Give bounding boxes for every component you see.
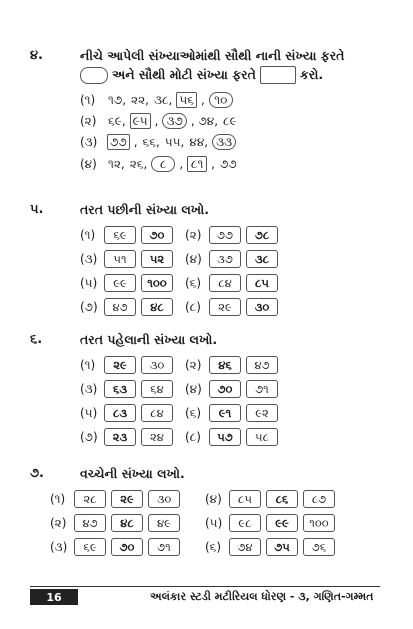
q7-cell-b: ૭૧ [148, 538, 180, 556]
q5-cell-b: ૭૦ [141, 226, 173, 244]
circle-shape-example [80, 67, 108, 84]
q5-item-label: (૩) [80, 251, 98, 266]
q5-cell-a: ૪૭ [104, 298, 136, 316]
q6-item-label: (૨) [185, 357, 202, 372]
number-text: ૮૯ [223, 113, 237, 128]
q6-cell-b: ૨૪ [141, 428, 173, 446]
q7-item-label: (૫) [205, 515, 223, 530]
q7-cell-a: ૬૯ [74, 538, 106, 556]
q6-item-label: (૮) [185, 429, 201, 444]
q7-cell-a: ૪૭ [74, 514, 106, 532]
q5-cell-b: ૫૨ [141, 250, 173, 268]
number-text: ૨૨, [131, 92, 149, 107]
q7-cell-b: ૧૦૦ [303, 514, 335, 532]
q7-cell-middle: ૨૯ [111, 490, 143, 508]
q5-item-label: (૧) [80, 227, 96, 242]
number-text: ૧૨, [108, 156, 125, 171]
q7-item [50, 490, 185, 508]
q7-cell-b: ૩૦ [148, 490, 180, 508]
q6-item [185, 404, 283, 422]
q5-item-label: (૫) [80, 275, 98, 290]
q7-item-label: (૬) [205, 539, 222, 554]
q6-cell-a: ૫૭ [209, 428, 241, 446]
q5-cell-b: ૩૮ [246, 250, 278, 268]
q7-cell-a: ૭૪ [229, 538, 261, 556]
q7-cell-middle: ૯૯ [266, 514, 298, 532]
q6-item [80, 404, 178, 422]
smallest-number-circle: ૮ [151, 156, 175, 172]
q6-item-label: (૬) [185, 405, 202, 420]
q6-cell-b: ૯૨ [246, 404, 278, 422]
q4-row [80, 113, 238, 129]
largest-number-square: ૮૧ [187, 156, 207, 172]
largest-number-square: ૯૫ [130, 113, 151, 129]
q6-item [80, 380, 178, 398]
q5-cell-a: ૬૯ [104, 226, 136, 244]
q6-cell-b: ૮૪ [141, 404, 173, 422]
q7-number: ૭. [30, 466, 44, 481]
q4-line2-end: કરો. [299, 67, 324, 82]
q5-item-label: (૨) [185, 227, 202, 242]
q7-cell-middle: ૭૫ [266, 538, 298, 556]
q6-title: તરત પહેલાની સંખ્યા લખો. [80, 332, 218, 347]
q5-item [80, 298, 178, 316]
q6-cell-a: ૯૧ [209, 404, 241, 422]
q5-cell-a: ૫૧ [104, 250, 136, 268]
q4-row-label: (૨) [80, 113, 97, 128]
q7-item [205, 490, 340, 508]
q6-cell-b: ૪૭ [246, 356, 278, 374]
q5-item [185, 274, 283, 292]
q6-cell-a: ૨૩ [104, 428, 136, 446]
q7-title: વચ્ચેની સંખ્યા લખો. [80, 466, 185, 481]
square-shape-example [260, 66, 296, 84]
q4-row-label: (૩) [80, 134, 98, 149]
q6-item [80, 356, 178, 374]
q6-cell-a: ૬૩ [104, 380, 136, 398]
q6-cell-a: ૮૩ [104, 404, 136, 422]
largest-number-square: ૫૬ [176, 92, 197, 108]
q7-item [205, 538, 340, 556]
q7-item [50, 514, 185, 532]
q5-item-label: (૪) [185, 251, 202, 266]
q7-cell-b: ૪૯ [148, 514, 180, 532]
q6-item-label: (૧) [80, 357, 96, 372]
smallest-number-circle: ૩૭ [162, 113, 186, 129]
q5-item [185, 250, 283, 268]
q6-item [80, 428, 178, 446]
q4-instruction-line2 [80, 66, 323, 84]
q4-row [80, 134, 236, 150]
q5-cell-a: ૭૭ [209, 226, 241, 244]
q5-cell-a: ૨૯ [209, 298, 241, 316]
q5-item [80, 250, 178, 268]
q7-cell-a: ૨૮ [74, 490, 106, 508]
q6-cell-b: ૬૪ [141, 380, 173, 398]
q5-item-label: (૭) [80, 299, 98, 314]
q7-item-label: (૨) [50, 515, 67, 530]
q7-item-label: (૧) [50, 491, 66, 506]
number-text: , [211, 157, 215, 171]
q7-cell-middle: ૭૦ [111, 538, 143, 556]
q7-cell-a: ૯૮ [229, 514, 261, 532]
q4-row-label: (૧) [80, 92, 96, 107]
number-text: ૧૭, [108, 92, 127, 107]
q5-cell-b: ૧૦૦ [141, 274, 173, 292]
q6-number: ૬. [30, 332, 43, 347]
number-text: , [133, 135, 138, 149]
q4-row [80, 92, 233, 108]
q4-instruction-line1: નીચે આપેલી સંખ્યાઓમાંથી સૌથી નાની સંખ્યા ફરતે [80, 48, 345, 63]
largest-number-square: ૭૭ [107, 134, 130, 150]
q6-item [185, 428, 283, 446]
q7-item-label: (૪) [205, 491, 222, 506]
number-text: , ૭૪, [190, 113, 219, 128]
number-text: , [179, 157, 184, 171]
q7-cell-middle: ૮૬ [266, 490, 298, 508]
number-text: ૫૫, [164, 134, 185, 149]
q5-item [185, 226, 283, 244]
q5-cell-b: ૩૦ [246, 298, 278, 316]
q5-item [80, 226, 178, 244]
q6-cell-b: ૫૮ [246, 428, 278, 446]
q6-item-label: (૭) [80, 429, 98, 444]
q4-row [80, 156, 238, 172]
q6-item-label: (૫) [80, 405, 98, 420]
number-text: ૬૬, [142, 134, 160, 149]
page-number: 16 [30, 589, 78, 605]
q6-cell-a: ૨૯ [104, 356, 136, 374]
q6-item [185, 380, 283, 398]
q5-number: ૫. [30, 202, 44, 217]
q6-cell-a: ૭૦ [209, 380, 241, 398]
q5-item [185, 298, 283, 316]
q7-cell-b: ૮૭ [303, 490, 335, 508]
q4-number: ૪. [30, 48, 43, 63]
q6-cell-b: ૩૦ [141, 356, 173, 374]
q6-cell-b: ૭૧ [246, 380, 278, 398]
q5-cell-b: ૭૮ [246, 226, 278, 244]
smallest-number-circle: ૧૦ [209, 92, 233, 108]
q7-item [205, 514, 340, 532]
q5-item-label: (૬) [185, 275, 202, 290]
smallest-number-circle: ૩૩ [212, 134, 236, 150]
number-text: ૬૯, [108, 113, 126, 128]
q7-cell-b: ૭૬ [303, 538, 335, 556]
q5-cell-a: ૮૪ [209, 274, 241, 292]
number-text: , [154, 114, 159, 128]
q6-item-label: (૩) [80, 381, 98, 396]
q4-row-label: (૪) [80, 156, 97, 171]
q6-item [185, 356, 283, 374]
q7-cell-middle: ૪૮ [111, 514, 143, 532]
q5-cell-b: ૮૫ [246, 274, 278, 292]
number-text: , [200, 93, 205, 107]
q7-cell-a: ૮૫ [229, 490, 261, 508]
number-text: ૭૭ [220, 156, 237, 171]
q5-cell-a: ૯૯ [104, 274, 136, 292]
number-text: ૪૪, [189, 134, 209, 149]
number-text: ૨૬, [129, 156, 148, 171]
q7-item [50, 538, 185, 556]
q6-item-label: (૪) [185, 381, 202, 396]
q5-title: તરત પછીની સંખ્યા લખો. [80, 202, 209, 217]
footer-title: અલંકાર સ્ટડી મટીરિયલ ધોરણ - ૩, ગણિત-ગમ્મત [150, 590, 374, 603]
q5-cell-b: ૪૮ [141, 298, 173, 316]
footer-divider [30, 586, 380, 587]
number-text: ૩૮, [153, 92, 173, 107]
q6-cell-a: ૪૬ [209, 356, 241, 374]
q5-item [80, 274, 178, 292]
q5-item-label: (૮) [185, 299, 201, 314]
q7-item-label: (૩) [50, 539, 68, 554]
q5-cell-a: ૩૭ [209, 250, 241, 268]
q4-line2-text: અને સૌથી મોટી સંખ્યા ફરતે [112, 67, 256, 82]
